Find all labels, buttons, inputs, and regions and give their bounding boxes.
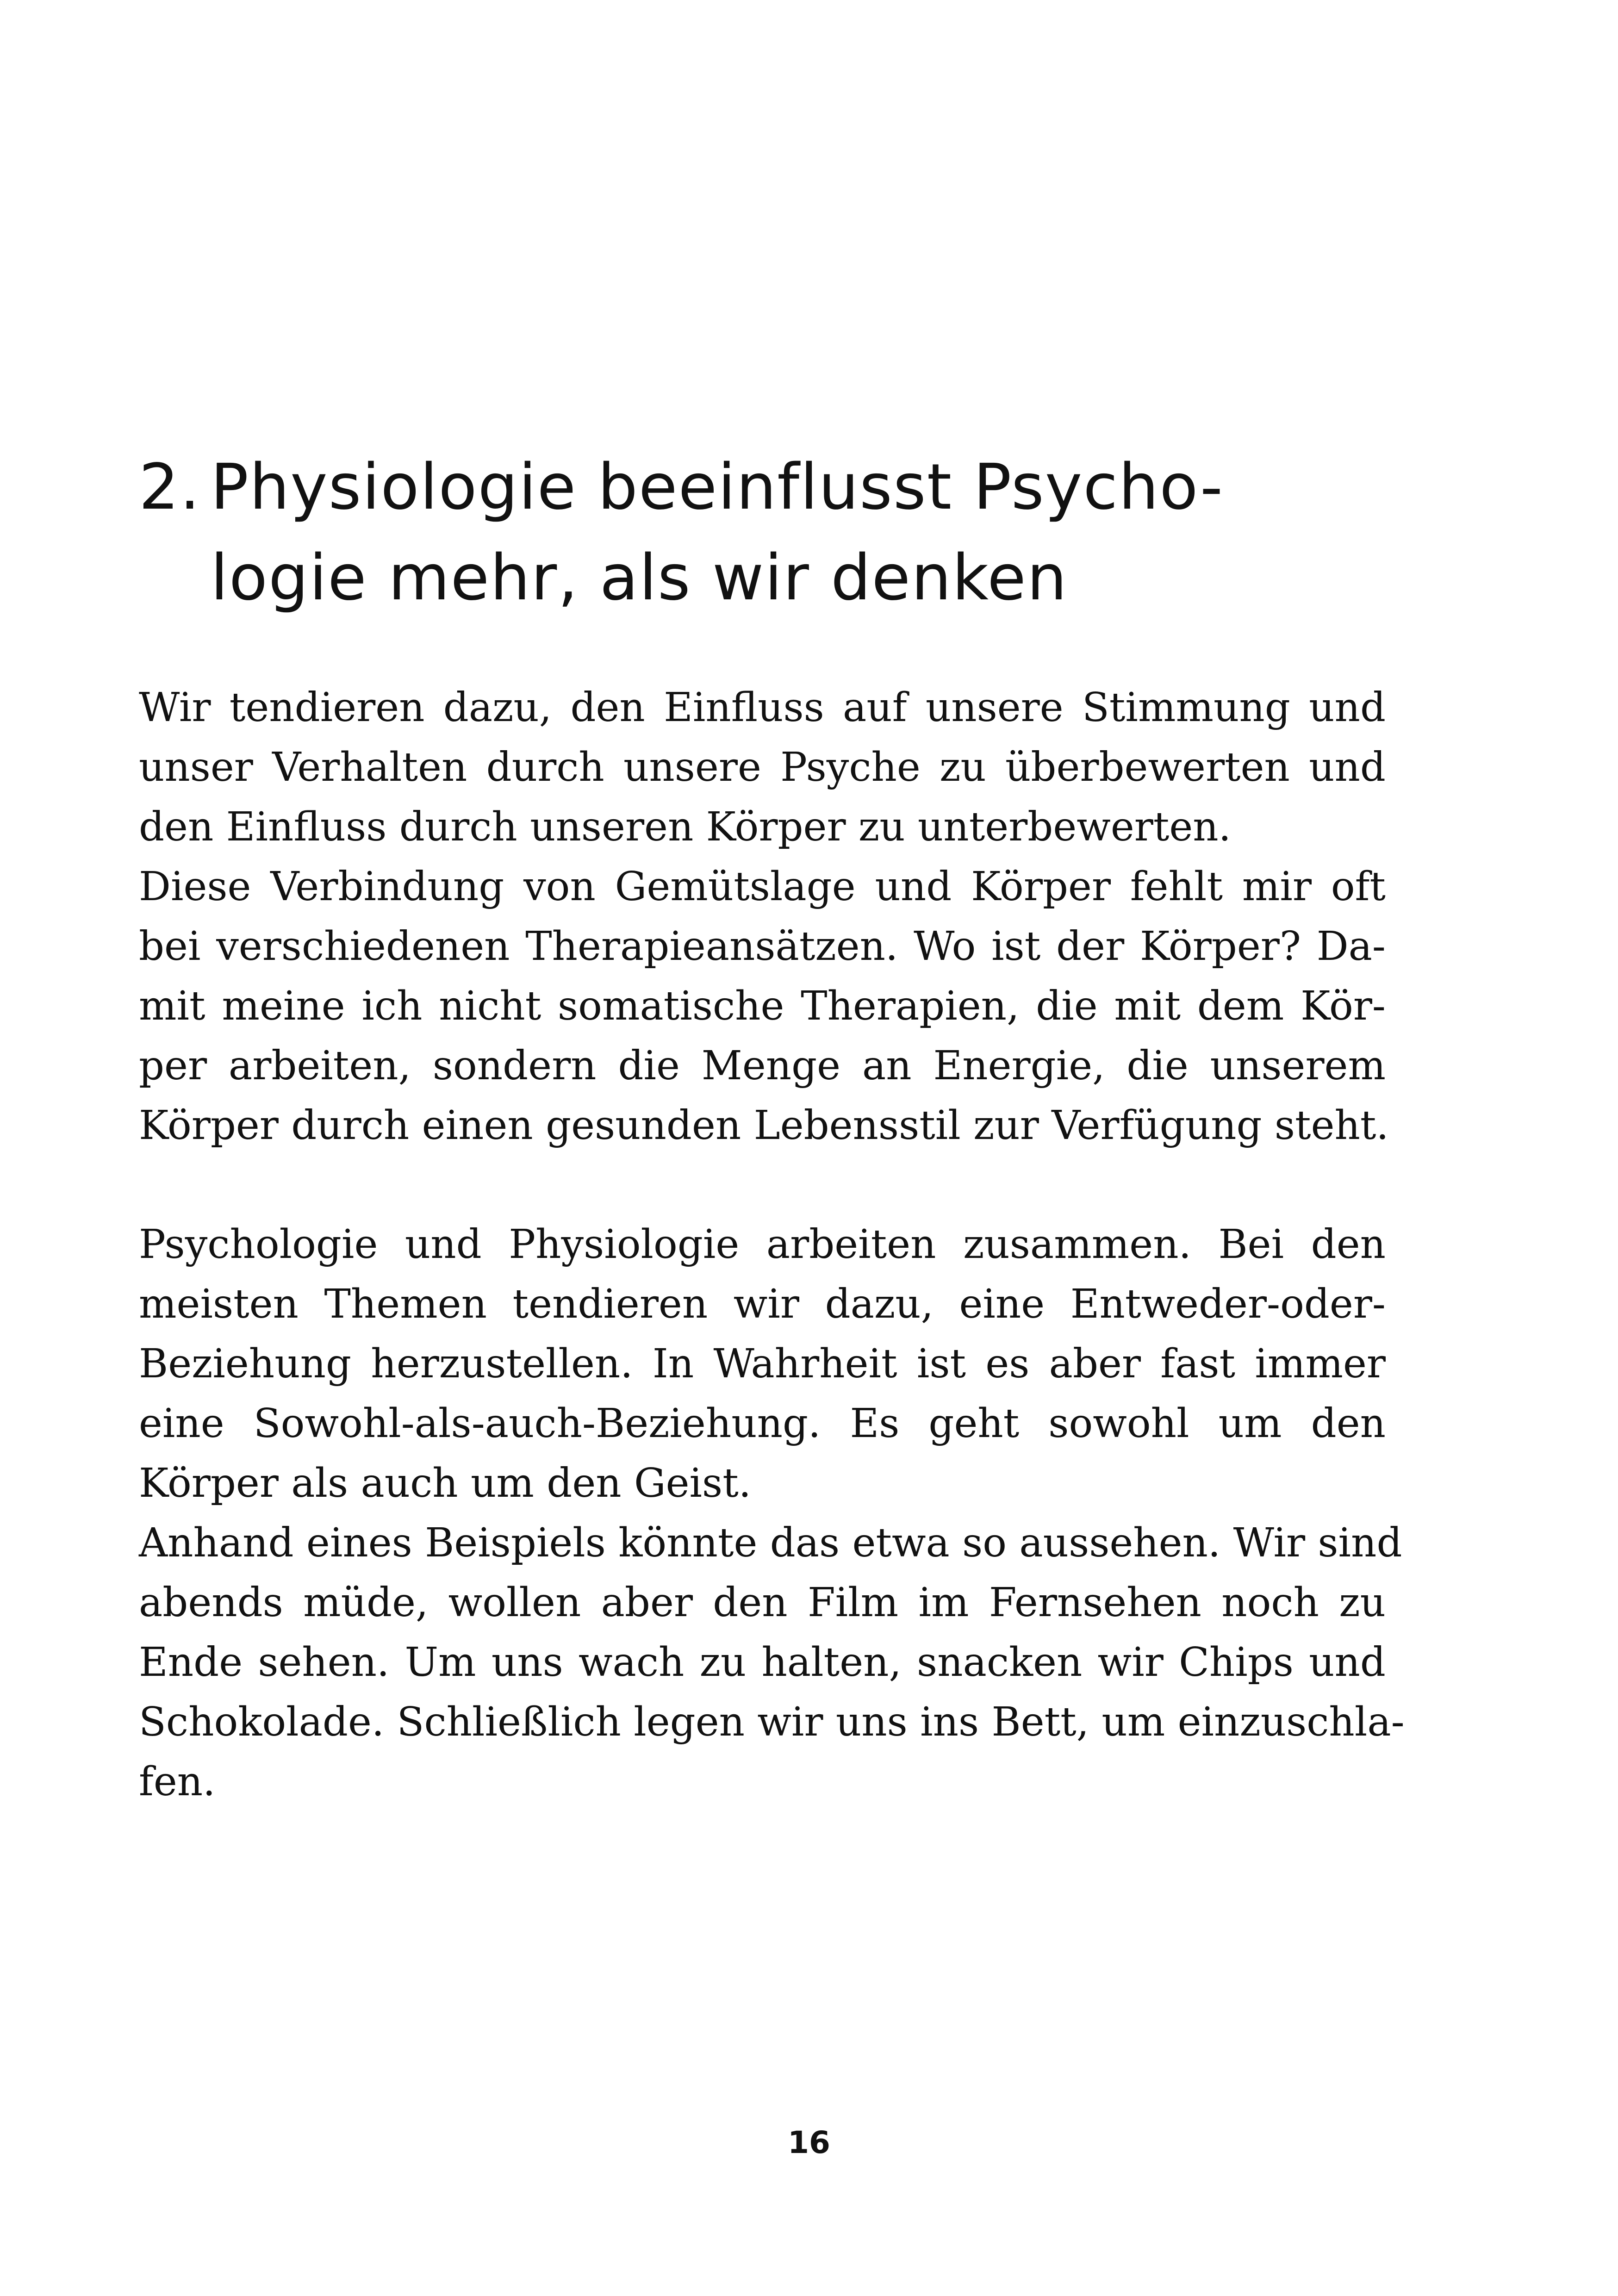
text-line: meisten Themen tendieren wir dazu, eine Entweder-oder- <box>139 1281 1386 1327</box>
text-line: Wir tendieren dazu, den Einfluss auf unsere Stimmung und <box>139 684 1386 731</box>
text-line: Ende sehen. Um uns wach zu halten, snacken wir Chips und <box>139 1639 1386 1686</box>
text-line: den Einfluss durch unseren Körper zu unterbewerten. <box>139 804 1232 850</box>
text-line: Diese Verbindung von Gemütslage und Körper fehlt mir oft <box>139 864 1386 910</box>
text-line: Psychologie und Physiologie arbeiten zusammen. Bei den <box>139 1221 1386 1268</box>
chapter-number: 2. <box>139 451 201 524</box>
text-line: per arbeiten, sondern die Menge an Energie, die unserem <box>139 1043 1386 1089</box>
text-line: Körper durch einen gesunden Lebensstil zur Verfügung steht. <box>139 1102 1389 1149</box>
page-number: 16 <box>788 2125 830 2160</box>
paragraph-block-2 <box>139 1215 1405 1812</box>
paragraph-block-1 <box>139 678 1389 1156</box>
chapter-title-line-2: logie mehr, als wir denken <box>211 541 1068 615</box>
text-line: Schokolade. Schließlich legen wir uns ins Bett, um einzuschla- <box>139 1699 1405 1745</box>
text-line: Anhand eines Beispiels könnte das etwa so aussehen. Wir sind <box>139 1520 1402 1566</box>
text-line: bei verschiedenen Therapieansätzen. Wo ist der Körper? Da- <box>139 923 1386 970</box>
chapter-heading-line-1 <box>139 442 1416 533</box>
text-line: mit meine ich nicht somatische Therapien, die mit dem Kör- <box>139 983 1386 1029</box>
text-line: abends müde, wollen aber den Film im Fernsehen noch zu <box>139 1580 1386 1626</box>
chapter-heading <box>139 442 1416 623</box>
chapter-title-line-1: Physiologie beeinflusst Psycho- <box>211 451 1224 524</box>
text-line: unser Verhalten durch unsere Psyche zu überbewerten und <box>139 744 1386 790</box>
text-line: Körper als auch um den Geist. <box>139 1460 752 1506</box>
text-line: fen. <box>139 1759 216 1805</box>
text-line: Beziehung herzustellen. In Wahrheit ist es aber fast immer <box>139 1341 1386 1387</box>
text-line: eine Sowohl-als-auch-Beziehung. Es geht sowohl um den <box>139 1400 1386 1447</box>
